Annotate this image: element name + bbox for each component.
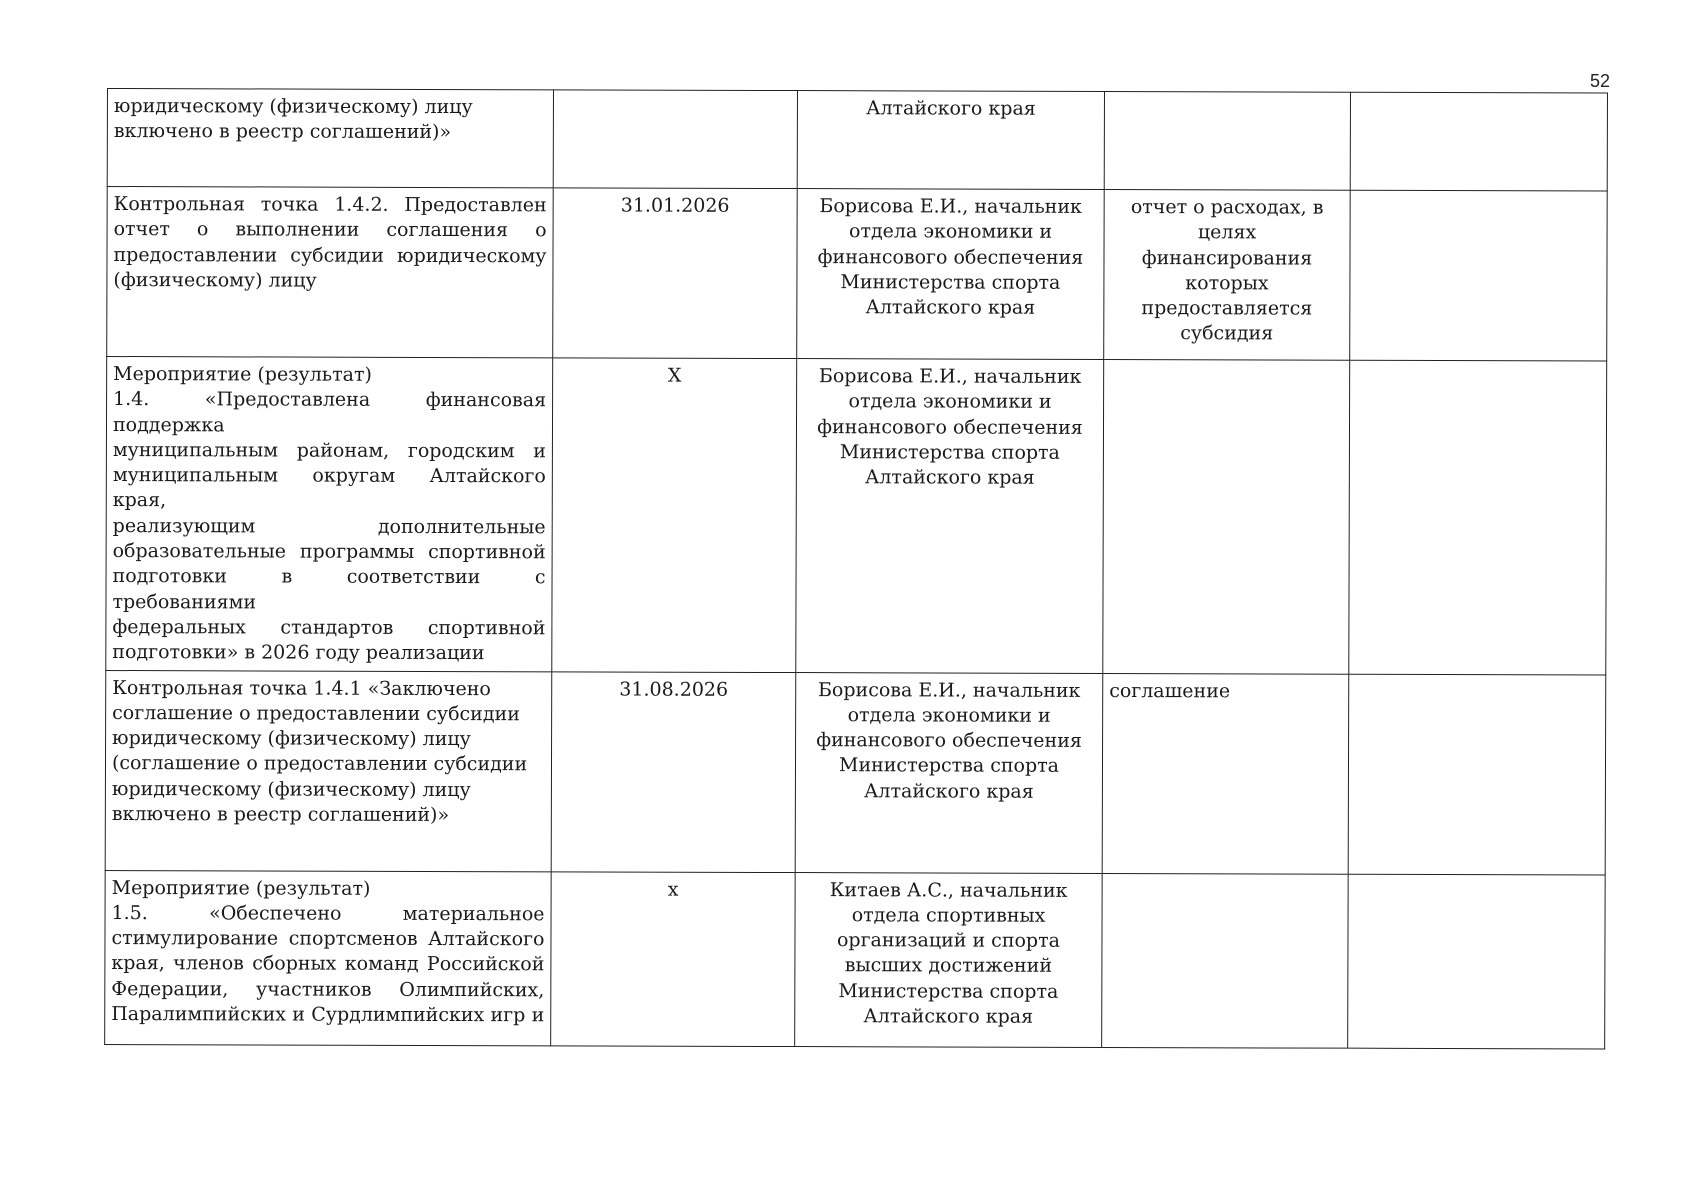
task-line: предоставлении субсидии юридическому [113,243,547,267]
task-cell [107,89,553,188]
page-number: 52 [1589,71,1610,91]
date-value [560,95,791,96]
responsible-cell: Алтайского края [797,91,1104,190]
task-line: 1.4. «Предоставлена финансовая поддержка [112,388,547,436]
task-line: реализующим дополнительные [112,514,546,539]
empty-cell [1350,190,1608,361]
document-cell [1103,359,1350,673]
empty-cell [1348,874,1606,1049]
responsible-cell: Борисова Е.И., начальник отдела экономики и финансового обеспечения Министерства спорта Алтайского края [795,672,1103,873]
table-row [105,870,1606,1048]
task-line: соглашение о предоставлении субсидии [112,701,520,726]
document-cell: отчет о расходах, в целях финансирования которых предоставляется субсидия [1104,189,1351,360]
table-row [105,670,1606,874]
responsible-cell: Борисова Е.И., начальник отдела экономики и финансового обеспечения Министерства спорта Алтайского края [796,359,1104,673]
task-line: 1.5. «Обеспечено материальное [111,901,545,926]
task-line: подготовки» в 2026 году реализации [112,641,485,665]
task-line: юридическому (физическому) лицу [112,727,471,751]
task-line: включено в реестр соглашений)» [111,803,450,827]
task-cell [105,870,552,1045]
task-line: (физическому) лицу [113,268,317,292]
task-line: Паралимпийских и Сурдлимпийских игр и [111,1003,545,1027]
task-line: федеральных стандартов спортивной [112,615,546,640]
task-line: Контрольная точка 1.4.1 «Заключено [112,676,491,700]
task-line: муниципальным районам, городским и [112,438,546,463]
task-line: (соглашение о предоставлении субсидии [111,752,528,776]
date-value: 31.08.2026 [619,678,729,701]
task-line: муниципальным округам Алтайского края, [112,464,546,512]
task-line: включено в реестр соглашений)» [113,120,452,144]
measures-table [104,88,1608,1049]
task-line: отчет о выполнении соглашения о [113,218,547,242]
task-cell [107,187,554,358]
task-line: образовательные программы спортивной [112,540,546,564]
task-cell [105,670,552,871]
task-line: Мероприятие (результат) [111,876,371,900]
table-row [107,89,1607,191]
document-cell: соглашение [1102,673,1349,874]
document-cell [1102,873,1349,1048]
date-cell [551,871,796,1046]
task-line: Мероприятие (результат) [113,363,372,386]
date-cell [553,90,797,189]
task-line: Федерации, участников Олимпийских, [111,977,545,1002]
task-line: юридическому (физическому) лицу [113,95,473,119]
task-line: края, членов сборных команд Российской [111,952,545,976]
task-line: юридическому (физическому) лицу [111,777,471,801]
date-cell [552,358,797,672]
table-row [107,187,1607,361]
empty-cell [1350,92,1607,191]
responsible-cell: Борисова Е.И., начальник отдела экономики и финансового обеспечения Министерства спорта Алтайского края [797,189,1105,360]
task-line: подготовки в соответствии с требованиями [112,565,546,614]
empty-cell [1348,674,1606,875]
task-cell [106,357,553,672]
date-value: 31.01.2026 [620,194,730,217]
table-row [106,357,1607,675]
date-cell [551,671,796,872]
responsible-cell: Китаев А.С., начальник отдела спортивных организаций и спорта высших достижений Министерства спорта Алтайского края [795,872,1103,1047]
document-cell [1104,91,1350,190]
date-value: Х [667,364,682,387]
task-line: Контрольная точка 1.4.2. Предоставлен [113,193,547,217]
empty-cell [1349,360,1607,674]
date-cell [553,188,798,359]
task-line: стимулирование спортсменов Алтайского [111,927,545,951]
date-value: х [667,878,679,901]
